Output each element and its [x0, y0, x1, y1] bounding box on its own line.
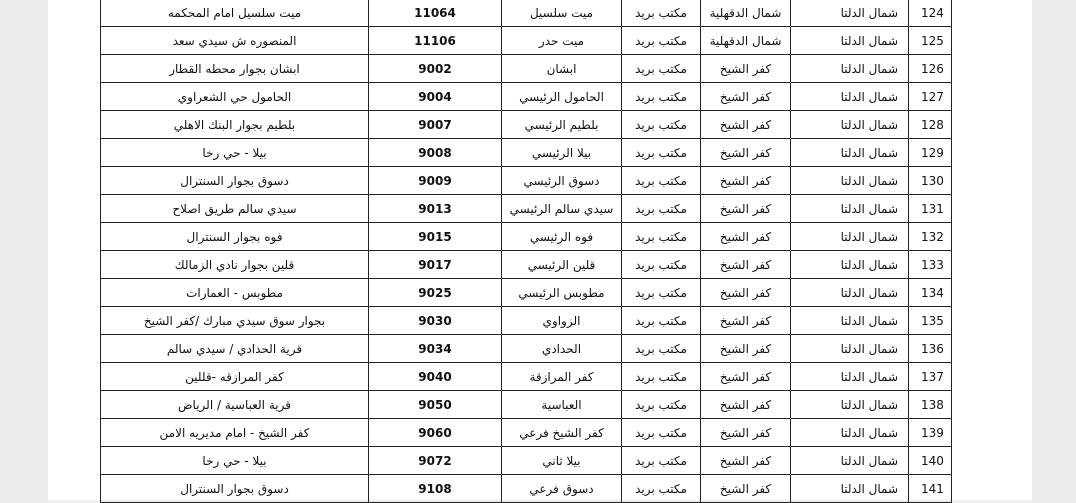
governorate-cell: شمال الدقهلية: [701, 0, 791, 27]
row-number-cell: 125: [909, 27, 952, 55]
office-name-cell: الحدادي: [502, 335, 622, 363]
governorate-cell: كفر الشيخ: [701, 279, 791, 307]
region-cell: شمال الدلتا: [791, 307, 909, 335]
office-type-cell: مكتب بريد: [622, 363, 701, 391]
office-name-cell: ميت حدر: [502, 27, 622, 55]
office-name-cell: بلطيم الرئيسي: [502, 111, 622, 139]
code-cell: 9015: [369, 223, 502, 251]
office-type-cell: مكتب بريد: [622, 475, 701, 503]
table-row: [101, 195, 952, 223]
region-cell: شمال الدلتا: [791, 447, 909, 475]
governorate-cell: كفر الشيخ: [701, 475, 791, 503]
office-type-cell: مكتب بريد: [622, 27, 701, 55]
governorate-cell: كفر الشيخ: [701, 83, 791, 111]
row-number-cell: 131: [909, 195, 952, 223]
code-cell: 9009: [369, 167, 502, 195]
code-cell: 11064: [369, 0, 502, 27]
office-name-cell: الزواوي: [502, 307, 622, 335]
region-cell: شمال الدلتا: [791, 419, 909, 447]
governorate-cell: كفر الشيخ: [701, 419, 791, 447]
office-name-cell: كفر المرازقة: [502, 363, 622, 391]
office-type-cell: مكتب بريد: [622, 279, 701, 307]
office-name-cell: مطوبس الرئيسي: [502, 279, 622, 307]
governorate-cell: كفر الشيخ: [701, 55, 791, 83]
office-name-cell: بيلا الرئيسي: [502, 139, 622, 167]
document-page: [48, 0, 1032, 500]
region-cell: شمال الدلتا: [791, 363, 909, 391]
office-type-cell: مكتب بريد: [622, 83, 701, 111]
region-cell: شمال الدلتا: [791, 0, 909, 27]
region-cell: شمال الدلتا: [791, 279, 909, 307]
code-cell: 9050: [369, 391, 502, 419]
governorate-cell: كفر الشيخ: [701, 447, 791, 475]
table-row: [101, 223, 952, 251]
location-cell: ميت سلسيل امام المحكمه: [101, 0, 369, 27]
table-row: [101, 139, 952, 167]
governorate-cell: كفر الشيخ: [701, 251, 791, 279]
row-number-cell: 128: [909, 111, 952, 139]
row-number-cell: 134: [909, 279, 952, 307]
table-row: [101, 363, 952, 391]
code-cell: 9013: [369, 195, 502, 223]
row-number-cell: 126: [909, 55, 952, 83]
table-row: [101, 83, 952, 111]
office-type-cell: مكتب بريد: [622, 167, 701, 195]
row-number-cell: 130: [909, 167, 952, 195]
region-cell: شمال الدلتا: [791, 55, 909, 83]
location-cell: ابشان بجوار محطه القطار: [101, 55, 369, 83]
location-cell: سيدي سالم طريق اصلاح: [101, 195, 369, 223]
office-name-cell: فوه الرئيسي: [502, 223, 622, 251]
office-name-cell: ميت سلسيل: [502, 0, 622, 27]
row-number-cell: 140: [909, 447, 952, 475]
row-number-cell: 132: [909, 223, 952, 251]
governorate-cell: كفر الشيخ: [701, 335, 791, 363]
office-name-cell: كفر الشيخ فرعي: [502, 419, 622, 447]
region-cell: شمال الدلتا: [791, 195, 909, 223]
office-type-cell: مكتب بريد: [622, 447, 701, 475]
row-number-cell: 136: [909, 335, 952, 363]
region-cell: شمال الدلتا: [791, 391, 909, 419]
code-cell: 11106: [369, 27, 502, 55]
row-number-cell: 135: [909, 307, 952, 335]
location-cell: بجوار سوق سيدي مبارك /كفر الشيخ: [101, 307, 369, 335]
governorate-cell: شمال الدقهلية: [701, 27, 791, 55]
row-number-cell: 127: [909, 83, 952, 111]
region-cell: شمال الدلتا: [791, 167, 909, 195]
location-cell: دسوق بجوار السنترال: [101, 167, 369, 195]
row-number-cell: 138: [909, 391, 952, 419]
office-name-cell: ابشان: [502, 55, 622, 83]
table-row: [101, 391, 952, 419]
region-cell: شمال الدلتا: [791, 251, 909, 279]
row-number-cell: 137: [909, 363, 952, 391]
governorate-cell: كفر الشيخ: [701, 111, 791, 139]
table-row: [101, 167, 952, 195]
row-number-cell: 133: [909, 251, 952, 279]
location-cell: قلين بجوار نادي الزمالك: [101, 251, 369, 279]
code-cell: 9007: [369, 111, 502, 139]
office-type-cell: مكتب بريد: [622, 111, 701, 139]
office-type-cell: مكتب بريد: [622, 335, 701, 363]
table-body: [101, 0, 952, 503]
governorate-cell: كفر الشيخ: [701, 307, 791, 335]
row-number-cell: 139: [909, 419, 952, 447]
table-row: [101, 111, 952, 139]
code-cell: 9030: [369, 307, 502, 335]
office-type-cell: مكتب بريد: [622, 391, 701, 419]
row-number-cell: 129: [909, 139, 952, 167]
region-cell: شمال الدلتا: [791, 111, 909, 139]
location-cell: بلطيم بجوار البنك الاهلي: [101, 111, 369, 139]
code-cell: 9002: [369, 55, 502, 83]
location-cell: المنصوره ش سيدي سعد: [101, 27, 369, 55]
location-cell: بيلا - حي رخا: [101, 139, 369, 167]
office-name-cell: دسوق الرئيسي: [502, 167, 622, 195]
code-cell: 9004: [369, 83, 502, 111]
location-cell: فوه بجوار السنترال: [101, 223, 369, 251]
table-row: [101, 307, 952, 335]
table-row: [101, 55, 952, 83]
governorate-cell: كفر الشيخ: [701, 223, 791, 251]
region-cell: شمال الدلتا: [791, 475, 909, 503]
code-cell: 9017: [369, 251, 502, 279]
table-row: [101, 251, 952, 279]
location-cell: بيلا - حي رخا: [101, 447, 369, 475]
code-cell: 9034: [369, 335, 502, 363]
table-row: [101, 0, 952, 27]
region-cell: شمال الدلتا: [791, 27, 909, 55]
office-name-cell: العباسية: [502, 391, 622, 419]
table-row: [101, 447, 952, 475]
row-number-cell: 124: [909, 0, 952, 27]
location-cell: كفر الشيخ - امام مديريه الامن: [101, 419, 369, 447]
code-cell: 9108: [369, 475, 502, 503]
table-row: [101, 279, 952, 307]
code-cell: 9040: [369, 363, 502, 391]
office-type-cell: مكتب بريد: [622, 195, 701, 223]
region-cell: شمال الدلتا: [791, 83, 909, 111]
office-type-cell: مكتب بريد: [622, 307, 701, 335]
table-row: [101, 335, 952, 363]
code-cell: 9060: [369, 419, 502, 447]
governorate-cell: كفر الشيخ: [701, 139, 791, 167]
governorate-cell: كفر الشيخ: [701, 391, 791, 419]
office-type-cell: مكتب بريد: [622, 0, 701, 27]
location-cell: مطوبس - العمارات: [101, 279, 369, 307]
post-offices-table: [100, 0, 952, 503]
office-type-cell: مكتب بريد: [622, 55, 701, 83]
region-cell: شمال الدلتا: [791, 139, 909, 167]
code-cell: 9025: [369, 279, 502, 307]
office-name-cell: الحامول الرئيسي: [502, 83, 622, 111]
region-cell: شمال الدلتا: [791, 223, 909, 251]
office-name-cell: سيدي سالم الرئيسي: [502, 195, 622, 223]
location-cell: قرية العباسية / الرياض: [101, 391, 369, 419]
office-name-cell: قلين الرئيسي: [502, 251, 622, 279]
code-cell: 9008: [369, 139, 502, 167]
code-cell: 9072: [369, 447, 502, 475]
governorate-cell: كفر الشيخ: [701, 167, 791, 195]
office-name-cell: دسوق فرعي: [502, 475, 622, 503]
governorate-cell: كفر الشيخ: [701, 195, 791, 223]
office-name-cell: بيلا ثاني: [502, 447, 622, 475]
office-type-cell: مكتب بريد: [622, 223, 701, 251]
office-type-cell: مكتب بريد: [622, 251, 701, 279]
location-cell: كفر المرازقه -قللين: [101, 363, 369, 391]
location-cell: قرية الحدادي / سيدي سالم: [101, 335, 369, 363]
table-row: [101, 27, 952, 55]
location-cell: دسوق بجوار السنترال: [101, 475, 369, 503]
location-cell: الحامول حي الشعراوي: [101, 83, 369, 111]
table-row: [101, 419, 952, 447]
region-cell: شمال الدلتا: [791, 335, 909, 363]
row-number-cell: 141: [909, 475, 952, 503]
office-type-cell: مكتب بريد: [622, 419, 701, 447]
governorate-cell: كفر الشيخ: [701, 363, 791, 391]
table-row: [101, 475, 952, 503]
office-type-cell: مكتب بريد: [622, 139, 701, 167]
